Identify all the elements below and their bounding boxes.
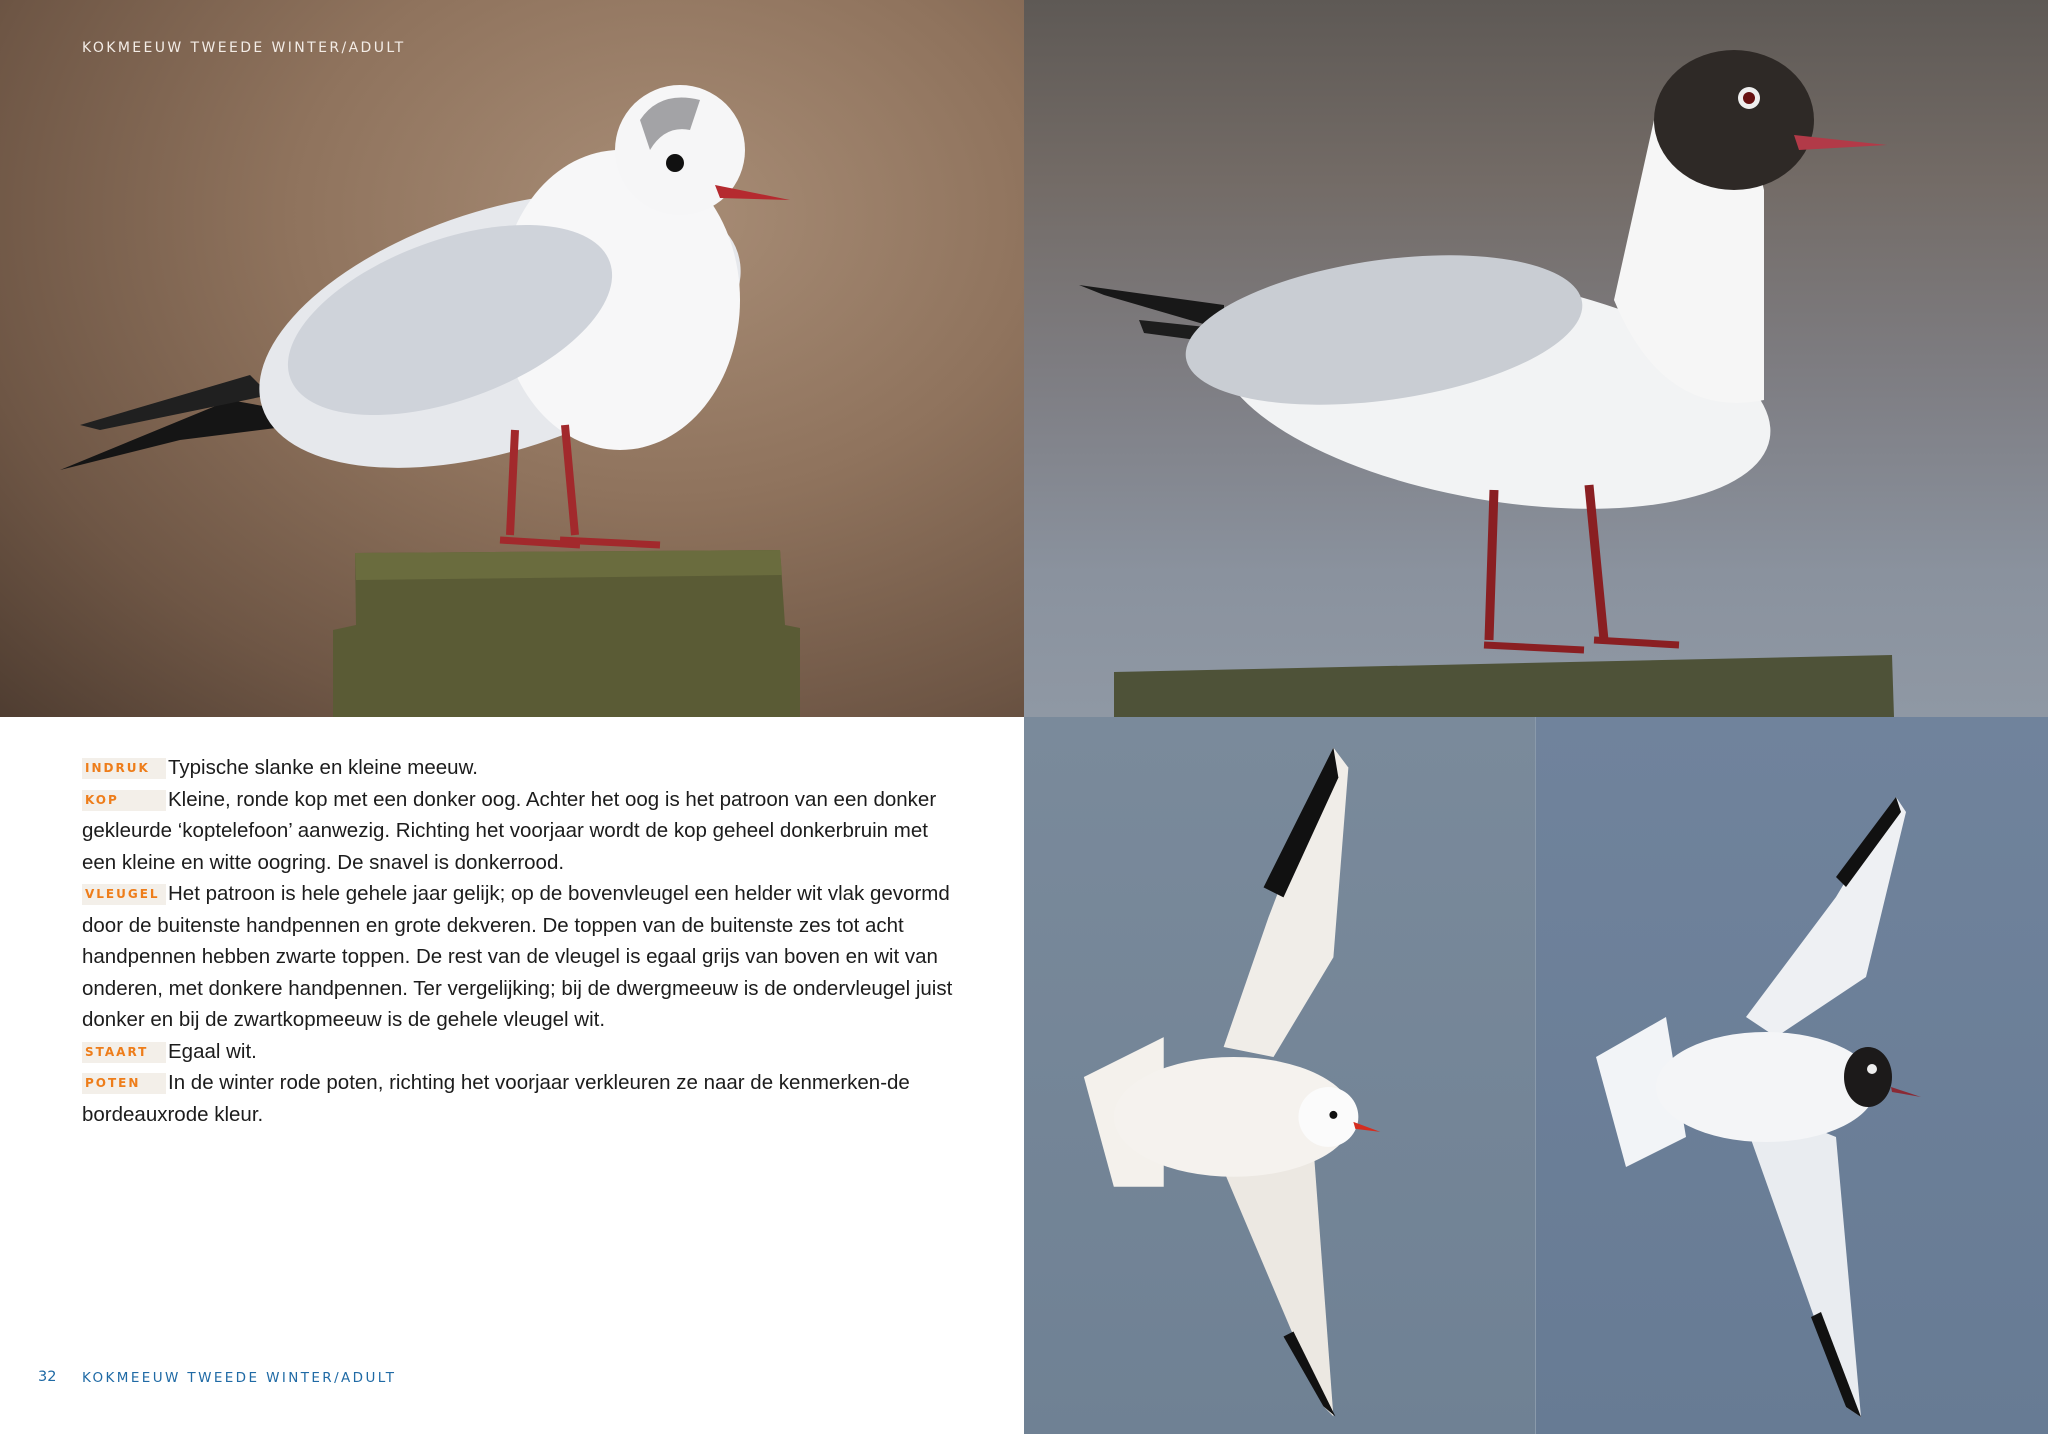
photo-flying-winter-gull (1024, 717, 1536, 1434)
description-poten (82, 1067, 962, 1130)
label-indruk: INDRUK (82, 758, 166, 779)
page-number: 32 (38, 1369, 57, 1385)
gull-illustration (1536, 717, 2048, 1434)
gull-illustration (1024, 717, 1535, 1434)
gull-illustration (0, 0, 1024, 717)
text-indruk: Typische slanke en kleine meeuw. (168, 756, 478, 779)
species-description (82, 752, 962, 1130)
text-poten: In de winter rode poten, richting het voorjaar verkleuren ze naar de kenmerken-de bordeauxrode kleur. (82, 1071, 910, 1126)
description-indruk (82, 752, 962, 784)
label-poten: POTEN (82, 1073, 166, 1094)
label-vleugel: VLEUGEL (82, 884, 166, 905)
description-staart (82, 1036, 962, 1068)
text-vleugel: Het patroon is hele gehele jaar gelijk; op de bovenvleugel een helder wit vlak gevormd door de buitenste handpennen en grote dekveren. De toppen van de buitenste zes tot acht handpennen hebben zwarte toppen. De rest van de vleugel is egaal grijs van boven en wit van onderen, met donkere handpennen. Ter vergelijking; bij de dwergmeeuw is de ondervleugel juist donker en bij de zwartkopmeeuw is de gehele vleugel wit. (82, 882, 953, 1031)
label-staart: STAART (82, 1042, 166, 1063)
running-head: KOKMEEUW TWEEDE WINTER/ADULT (82, 40, 406, 56)
description-kop (82, 784, 962, 879)
folio-title: KOKMEEUW TWEEDE WINTER/ADULT (82, 1370, 397, 1386)
photo-perched-winter-gull (0, 0, 1024, 717)
description-vleugel (82, 878, 962, 1036)
photo-flying-hooded-gull (1536, 717, 2048, 1434)
label-kop: KOP (82, 790, 166, 811)
text-staart: Egaal wit. (168, 1039, 257, 1063)
text-kop: Kleine, ronde kop met een donker oog. Achter het oog is het patroon van een donker gekleurde ‘koptelefoon’ aanwezig. Richting het voorjaar wordt de kop geheel donkerbruin met een kleine en witte oogring. De snavel is donkerrood. (82, 787, 937, 874)
photo-perched-hooded-gull (1024, 0, 2048, 717)
gull-illustration (1024, 0, 2048, 717)
